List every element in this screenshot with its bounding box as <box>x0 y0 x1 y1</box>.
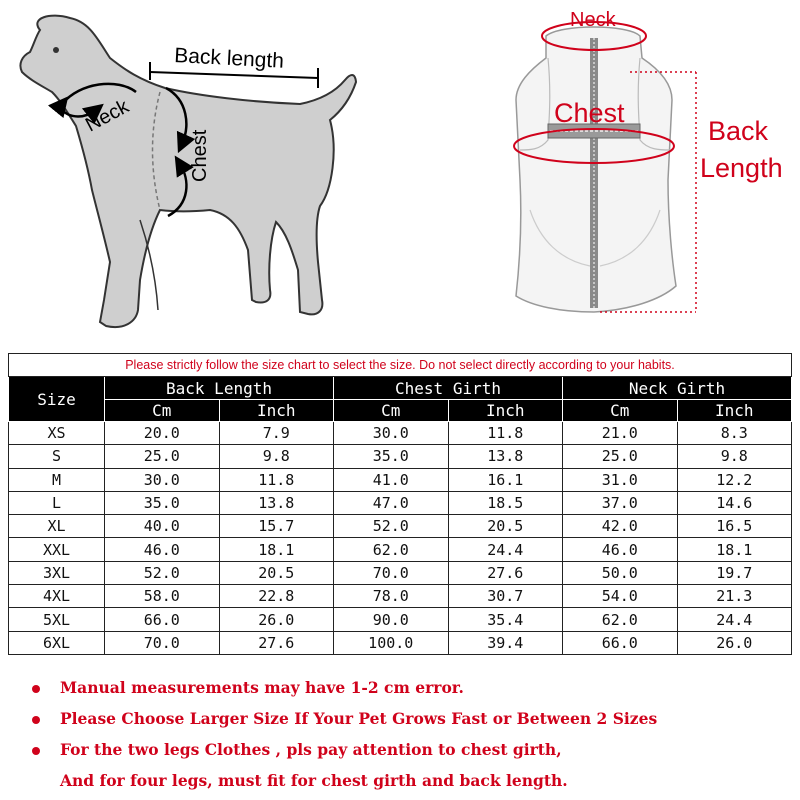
measurement-cell: 70.0 <box>334 561 449 584</box>
table-row <box>9 515 792 538</box>
measurement-cell: 13.8 <box>219 491 334 514</box>
measurement-cell: 25.0 <box>105 445 220 468</box>
size-cell: M <box>9 468 105 491</box>
measurement-cell: 39.4 <box>448 631 563 654</box>
measurement-cell: 11.8 <box>219 468 334 491</box>
table-row <box>9 422 792 445</box>
measurement-illustrations <box>0 0 800 348</box>
unit-header: Inch <box>677 400 792 422</box>
size-header: Size <box>9 377 105 422</box>
measurement-cell: 22.8 <box>219 585 334 608</box>
measurement-cell: 37.0 <box>563 491 678 514</box>
size-chart-notice-row <box>9 354 792 377</box>
table-row <box>9 561 792 584</box>
size-cell: S <box>9 445 105 468</box>
measurement-cell: 24.4 <box>448 538 563 561</box>
table-row <box>9 445 792 468</box>
bullet-dot-icon <box>32 685 40 693</box>
measurement-cell: 35.0 <box>105 491 220 514</box>
note-item-continued <box>32 767 782 798</box>
note-text: Manual measurements may have 1-2 cm error. <box>60 678 464 697</box>
table-row <box>9 468 792 491</box>
measurement-cell: 30.7 <box>448 585 563 608</box>
note-item <box>32 736 782 767</box>
note-item <box>32 705 782 736</box>
measurement-cell: 62.0 <box>334 538 449 561</box>
measurement-cell: 62.0 <box>563 608 678 631</box>
measurement-cell: 54.0 <box>563 585 678 608</box>
vest-chest-label: Chest <box>554 98 625 128</box>
note-text: Please Choose Larger Size If Your Pet Grows Fast or Between 2 Sizes <box>60 709 658 728</box>
measurement-cell: 58.0 <box>105 585 220 608</box>
vest-image <box>516 27 676 312</box>
measurement-cell: 35.0 <box>334 445 449 468</box>
table-row <box>9 538 792 561</box>
size-cell: XS <box>9 422 105 445</box>
note-text: For the two legs Clothes , pls pay attention to chest girth, <box>60 740 562 759</box>
measurement-cell: 90.0 <box>334 608 449 631</box>
back-length-header: Back Length <box>105 377 334 400</box>
back-length-label: Back length <box>173 44 285 73</box>
unit-header: Inch <box>219 400 334 422</box>
measurement-cell: 52.0 <box>334 515 449 538</box>
measurement-cell: 35.4 <box>448 608 563 631</box>
size-cell: 5XL <box>9 608 105 631</box>
table-row <box>9 491 792 514</box>
measurement-cell: 20.5 <box>448 515 563 538</box>
measurement-cell: 16.5 <box>677 515 792 538</box>
measurement-cell: 42.0 <box>563 515 678 538</box>
note-text: And for four legs, must fit for chest girth and back length. <box>60 771 568 790</box>
vest-neck-label: Neck <box>570 9 616 31</box>
measurement-cell: 78.0 <box>334 585 449 608</box>
measurement-cell: 30.0 <box>105 468 220 491</box>
dog-neck-label: Neck <box>82 95 133 137</box>
dog-chest-label: Chest <box>189 129 211 182</box>
back-length-indicator <box>150 44 318 88</box>
note-item <box>32 674 782 705</box>
measurement-cell: 24.4 <box>677 608 792 631</box>
measurement-cell: 16.1 <box>448 468 563 491</box>
table-row <box>9 631 792 654</box>
measurement-cell: 18.1 <box>677 538 792 561</box>
measurement-cell: 26.0 <box>677 631 792 654</box>
table-unit-row <box>9 400 792 422</box>
measurement-cell: 70.0 <box>105 631 220 654</box>
measurement-cell: 26.0 <box>219 608 334 631</box>
unit-header: Cm <box>563 400 678 422</box>
measurement-cell: 46.0 <box>563 538 678 561</box>
bullet-dot-icon <box>32 716 40 724</box>
size-cell: XL <box>9 515 105 538</box>
measurement-cell: 50.0 <box>563 561 678 584</box>
measurement-cell: 21.3 <box>677 585 792 608</box>
measurement-cell: 7.9 <box>219 422 334 445</box>
size-chart-notice: Please strictly follow the size chart to select the size. Do not select directly according to your habits. <box>9 354 792 377</box>
measurement-cell: 20.5 <box>219 561 334 584</box>
measurement-cell: 9.8 <box>219 445 334 468</box>
measurement-cell: 27.6 <box>448 561 563 584</box>
measurement-cell: 18.5 <box>448 491 563 514</box>
dog-eye-icon <box>53 47 59 53</box>
measurement-cell: 25.0 <box>563 445 678 468</box>
neck-girth-header: Neck Girth <box>563 377 792 400</box>
size-cell: 3XL <box>9 561 105 584</box>
unit-header: Cm <box>105 400 220 422</box>
measurement-cell: 15.7 <box>219 515 334 538</box>
measurement-cell: 31.0 <box>563 468 678 491</box>
size-cell: 4XL <box>9 585 105 608</box>
measurement-cell: 52.0 <box>105 561 220 584</box>
table-row <box>9 585 792 608</box>
notes-list <box>32 674 782 798</box>
measurement-cell: 27.6 <box>219 631 334 654</box>
measurement-cell: 11.8 <box>448 422 563 445</box>
vest-back-label: Back <box>708 116 769 146</box>
table-row <box>9 608 792 631</box>
measurement-cell: 66.0 <box>105 608 220 631</box>
size-cell: 6XL <box>9 631 105 654</box>
measurement-cell: 66.0 <box>563 631 678 654</box>
vest-length-label: Length <box>700 153 783 183</box>
measurement-cell: 100.0 <box>334 631 449 654</box>
unit-header: Inch <box>448 400 563 422</box>
size-chart-body <box>9 422 792 655</box>
measurement-cell: 21.0 <box>563 422 678 445</box>
size-cell: L <box>9 491 105 514</box>
measurement-cell: 12.2 <box>677 468 792 491</box>
measurement-cell: 9.8 <box>677 445 792 468</box>
measurement-cell: 41.0 <box>334 468 449 491</box>
measurement-cell: 20.0 <box>105 422 220 445</box>
table-header-row <box>9 377 792 400</box>
measurement-cell: 47.0 <box>334 491 449 514</box>
bullet-dot-icon <box>32 747 40 755</box>
size-cell: XXL <box>9 538 105 561</box>
measurement-cell: 40.0 <box>105 515 220 538</box>
measurement-cell: 14.6 <box>677 491 792 514</box>
measurement-cell: 8.3 <box>677 422 792 445</box>
size-chart-table <box>8 353 792 655</box>
measurement-cell: 19.7 <box>677 561 792 584</box>
chest-girth-header: Chest Girth <box>334 377 563 400</box>
measurement-cell: 18.1 <box>219 538 334 561</box>
unit-header: Cm <box>334 400 449 422</box>
measurement-cell: 30.0 <box>334 422 449 445</box>
measurement-cell: 13.8 <box>448 445 563 468</box>
measurement-cell: 46.0 <box>105 538 220 561</box>
